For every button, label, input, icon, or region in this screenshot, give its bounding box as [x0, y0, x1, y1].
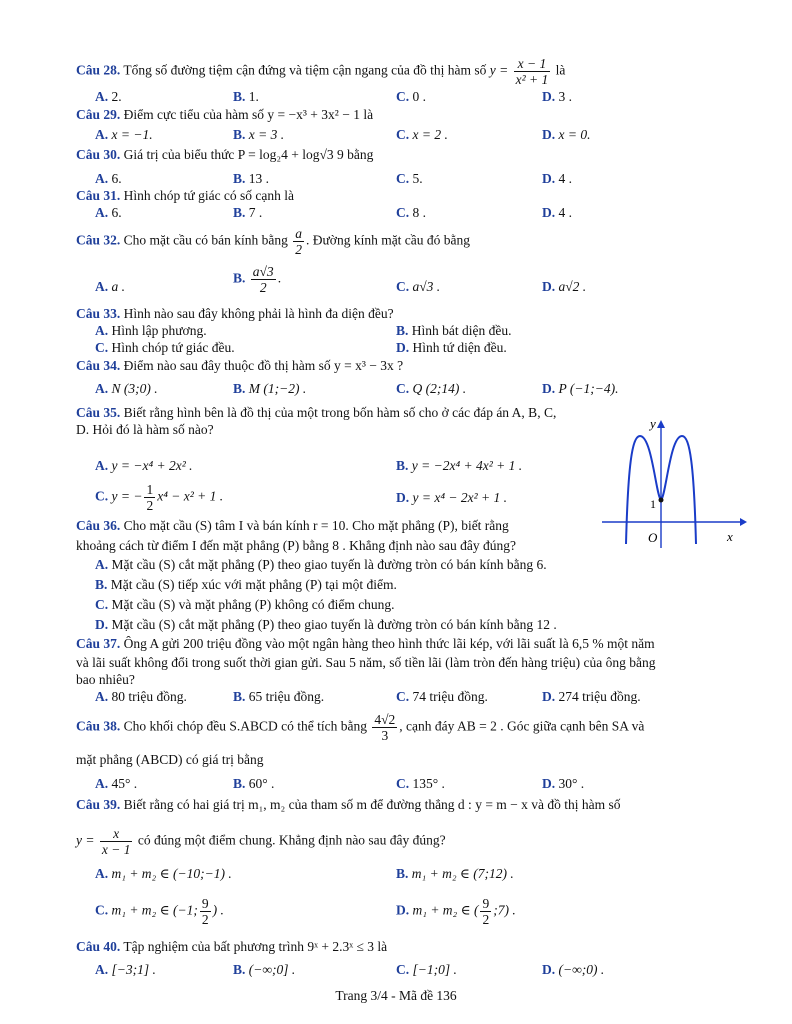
question-34 — [76, 358, 403, 374]
fraction-numerator: 9 — [482, 896, 490, 911]
fraction-numerator: 4√2 — [374, 712, 396, 727]
question-number: Câu 32. — [76, 232, 121, 248]
option-label: C. — [396, 962, 410, 977]
option-text: y = − — [111, 488, 143, 504]
function-fraction — [100, 826, 133, 857]
option-a[interactable] — [95, 127, 153, 143]
option-b[interactable] — [396, 323, 512, 339]
option-text: m₁ + m₂ ∈ (−10;−1) . — [111, 866, 232, 881]
option-text: 45° . — [111, 776, 138, 791]
option-c[interactable] — [95, 597, 395, 613]
option-text: Mặt cầu (S) tiếp xúc với mặt phẳng (P) tại một điểm. — [110, 577, 397, 592]
question-35 — [76, 405, 556, 421]
intercept-point — [659, 498, 664, 503]
question-30 — [76, 147, 373, 163]
option-label: C. — [396, 127, 410, 142]
question-number: Câu 34. — [76, 358, 121, 373]
option-label: C. — [396, 171, 410, 186]
option-text: 4 . — [558, 205, 572, 220]
fraction-denominator: 3 — [381, 728, 389, 743]
option-label: A. — [95, 962, 109, 977]
option-text: x = −1. — [111, 127, 153, 142]
option-label: A. — [95, 866, 109, 881]
option-label: C. — [95, 902, 109, 918]
option-label: A. — [95, 689, 109, 704]
option-text: 5. — [412, 171, 423, 186]
option-text: N (3;0) . — [111, 381, 158, 396]
fraction-numerator: a√3 — [252, 264, 274, 279]
option-a[interactable] — [95, 458, 193, 474]
fraction-denominator: x − 1 — [101, 842, 131, 857]
fraction-denominator: 2 — [482, 912, 490, 927]
question-40 — [76, 939, 387, 955]
option-text: 6. — [111, 205, 122, 220]
option-label: A. — [95, 127, 109, 142]
option-c[interactable] — [396, 776, 445, 792]
option-label: B. — [396, 458, 409, 473]
question-number: Câu 36. — [76, 518, 121, 533]
option-d[interactable] — [396, 340, 507, 356]
option-text: 2. — [111, 89, 122, 104]
question-text: Cho mặt cầu (S) tâm I và bán kính r = 10. Cho mặt phẳng (P), biết rằng — [123, 518, 509, 533]
question-number: Câu 28. — [76, 62, 121, 78]
option-text-cont: ) . — [212, 902, 224, 918]
question-38 — [76, 712, 644, 743]
option-label: B. — [95, 577, 108, 592]
option-b[interactable] — [233, 205, 262, 221]
option-c[interactable] — [95, 482, 223, 513]
option-a[interactable] — [95, 866, 232, 882]
option-text-cont: x⁴ − x² + 1 . — [157, 488, 224, 504]
option-a[interactable] — [95, 557, 547, 573]
question-36-line2 — [76, 538, 516, 554]
x-axis-arrow — [740, 518, 747, 526]
option-label: D. — [542, 962, 556, 977]
fraction-denominator: x² + 1 — [515, 72, 549, 87]
option-text: [−3;1] . — [111, 962, 156, 977]
option-c[interactable] — [396, 689, 488, 705]
option-text: x = 2 . — [412, 127, 448, 142]
option-b[interactable] — [233, 381, 306, 397]
y-axis-label: y — [650, 416, 656, 431]
question-number: Câu 37. — [76, 636, 121, 651]
option-b[interactable] — [233, 962, 295, 978]
question-28 — [76, 56, 565, 87]
option-text-cont: ;7) . — [493, 902, 516, 918]
option-text: 60° . — [248, 776, 275, 791]
question-tail: là — [555, 62, 566, 78]
option-text: Mặt cầu (S) cắt mặt phẳng (P) theo giao tuyến là đường tròn có bán kính bằng 6. — [111, 557, 547, 572]
option-label: A. — [95, 323, 109, 338]
option-label: C. — [95, 597, 109, 612]
question-31 — [76, 188, 294, 204]
option-text: m₁ + m₂ ∈ (−1; — [111, 902, 198, 918]
fraction-numerator: 1 — [146, 482, 154, 497]
question-text-cont: , cạnh đáy AB = 2 . Góc giữa cạnh bên SA và — [399, 718, 645, 734]
option-text: Q (2;14) . — [412, 381, 467, 396]
option-text: a . — [111, 279, 125, 294]
option-label: B. — [233, 689, 246, 704]
option-b[interactable] — [233, 171, 269, 187]
option-d[interactable] — [542, 381, 618, 397]
question-text-cont: có đúng một điểm chung. Khẳng định nào sau đây đúng? — [137, 832, 446, 848]
option-text: 6. — [111, 171, 122, 186]
option-b[interactable] — [95, 577, 397, 593]
option-text: (−∞;0] . — [248, 962, 296, 977]
option-a[interactable] — [95, 171, 122, 187]
option-label: C. — [396, 381, 410, 396]
question-text: Tổng số đường tiệm cận đứng và tiệm cận ngang của đồ thị hàm số — [123, 62, 487, 78]
option-a[interactable] — [95, 689, 187, 705]
question-text-cont: khoảng cách từ điểm I đến mặt phẳng (P) bằng 8 . Khẳng định nào sau đây đúng? — [76, 538, 516, 553]
option-fraction — [480, 896, 491, 927]
option-c[interactable] — [95, 340, 235, 356]
question-39 — [76, 797, 621, 813]
fraction-denominator: 2 — [259, 280, 267, 295]
option-label: A. — [95, 458, 109, 473]
option-b[interactable] — [233, 89, 259, 105]
question-text: Điểm cực tiểu của hàm số y = −x³ + 3x² − 1 là — [123, 107, 374, 122]
option-label: B. — [233, 270, 246, 286]
option-text: 7 . — [248, 205, 263, 220]
option-text: m₁ + m₂ ∈ (7;12) . — [411, 866, 514, 881]
question-37-line2 — [76, 655, 655, 671]
option-d[interactable] — [542, 127, 590, 143]
option-text: a√2 . — [558, 279, 587, 294]
question-number: Câu 39. — [76, 797, 121, 812]
option-label: A. — [95, 89, 109, 104]
question-text: Biết rằng có hai giá trị m₁, m₂ của tham số m để đường thẳng d : y = m − x và đồ thị hàm số — [123, 797, 621, 812]
option-text: y = −x⁴ + 2x² . — [111, 458, 193, 473]
y-axis-arrow — [657, 420, 665, 428]
option-text: 13 . — [248, 171, 270, 186]
option-text: 135° . — [412, 776, 445, 791]
option-a[interactable] — [95, 205, 122, 221]
question-38-line2 — [76, 752, 263, 768]
option-fraction — [144, 482, 155, 513]
option-c[interactable] — [396, 171, 423, 187]
option-b[interactable] — [233, 689, 324, 705]
option-d[interactable] — [396, 896, 516, 927]
question-text-cont: D. Hỏi đó là hàm số nào? — [76, 422, 214, 437]
option-text: 3 . — [558, 89, 572, 104]
option-label: C. — [396, 205, 410, 220]
question-text: Cho mặt cầu có bán kính bằng — [123, 232, 288, 248]
option-label: C. — [95, 488, 109, 504]
option-label: A. — [95, 381, 109, 396]
option-label: C. — [396, 776, 410, 791]
option-text: 4 . — [558, 171, 572, 186]
option-text: m₁ + m₂ ∈ ( — [412, 902, 479, 918]
question-text: Giá trị của biểu thức P = log₂4 + log√3 9 bằng — [123, 147, 374, 162]
option-label: A. — [95, 171, 109, 186]
option-text: 0 . — [412, 89, 426, 104]
option-c[interactable] — [95, 896, 224, 927]
fraction-denominator: 2 — [146, 498, 154, 513]
option-text: x = 0. — [558, 127, 591, 142]
option-text: Hình lập phương. — [111, 323, 207, 338]
option-label: D. — [542, 89, 556, 104]
option-label: B. — [233, 89, 246, 104]
question-text: Hình nào sau đây không phải là hình đa diện đều? — [123, 306, 394, 321]
option-text: P (−1;−4). — [558, 381, 619, 396]
fraction-numerator: x — [100, 826, 133, 842]
option-c[interactable] — [396, 89, 426, 105]
option-label: A. — [95, 205, 109, 220]
option-label: D. — [542, 381, 556, 396]
option-a[interactable] — [95, 962, 156, 978]
option-d[interactable] — [542, 205, 572, 221]
question-number: Câu 29. — [76, 107, 121, 122]
option-label: D. — [542, 279, 556, 294]
question-number: Câu 38. — [76, 718, 121, 734]
option-text: Hình bát diện đều. — [411, 323, 512, 338]
question-text-cont: bao nhiêu? — [76, 672, 135, 687]
fraction-denominator: 2 — [201, 912, 209, 927]
option-d[interactable] — [95, 617, 557, 633]
option-text: x = 3 . — [248, 127, 285, 142]
option-text: (−∞;0) . — [558, 962, 605, 977]
question-39-line2 — [76, 826, 446, 857]
option-label: B. — [396, 866, 409, 881]
option-label: D. — [542, 171, 556, 186]
volume-fraction — [372, 712, 397, 743]
option-a[interactable] — [95, 89, 122, 105]
question-number: Câu 30. — [76, 147, 121, 162]
question-text-cont: mặt phẳng (ABCD) có giá trị bằng — [76, 752, 264, 767]
option-label: A. — [95, 776, 109, 791]
option-label: C. — [396, 89, 410, 104]
option-label: A. — [95, 279, 109, 294]
question-text-cont: và lãi suất không đổi trong suốt thời gian gửi. Sau 5 năm, số tiền lãi (làm tròn đến hàng triệu) của ông bằng — [76, 655, 656, 670]
option-label: B. — [233, 776, 246, 791]
option-label: A. — [95, 557, 109, 572]
option-text: 30° . — [558, 776, 585, 791]
question-37-line3 — [76, 672, 135, 688]
option-label: C. — [396, 279, 410, 294]
option-text: 8 . — [412, 205, 426, 220]
option-b[interactable]: B. $\frac{a√3}{2}$ . — [233, 264, 282, 295]
option-b[interactable] — [396, 458, 522, 474]
fraction-numerator: a — [295, 226, 302, 241]
option-text: M (1;−2) . — [248, 381, 307, 396]
option-a[interactable] — [95, 381, 158, 397]
question-text: Điểm nào sau đây thuộc đồ thị hàm số y = x³ − 3x ? — [123, 358, 404, 373]
option-b[interactable] — [233, 127, 284, 143]
function-prefix: y = — [76, 832, 95, 848]
option-d[interactable] — [542, 89, 572, 105]
option-d[interactable] — [542, 776, 584, 792]
option-text: 65 triệu đồng. — [248, 689, 325, 704]
option-label: D. — [542, 205, 556, 220]
origin-label: O — [648, 530, 658, 545]
option-c[interactable] — [396, 279, 440, 295]
option-label: D. — [95, 617, 109, 632]
question-35-line2 — [76, 422, 214, 438]
option-d[interactable] — [542, 689, 641, 705]
option-a[interactable] — [95, 323, 207, 339]
question-32 — [76, 226, 470, 257]
question-number: Câu 33. — [76, 306, 121, 321]
option-text: 80 triệu đồng. — [111, 689, 187, 704]
option-c[interactable] — [396, 205, 426, 221]
question-37 — [76, 636, 655, 652]
option-text: Mặt cầu (S) và mặt phẳng (P) không có điểm chung. — [111, 597, 395, 612]
option-label: B. — [396, 323, 409, 338]
option-label: D. — [542, 127, 556, 142]
option-label: D. — [396, 490, 410, 505]
option-label: D. — [542, 776, 556, 791]
question-33 — [76, 306, 394, 322]
intercept-label: 1 — [650, 497, 656, 511]
function-graph — [600, 416, 750, 550]
option-b[interactable] — [233, 776, 274, 792]
option-d[interactable] — [542, 171, 572, 187]
question-text: Biết rằng hình bên là đồ thị của một trong bốn hàm số cho ở các đáp án A, B, C, — [123, 405, 557, 420]
option-text: y = −2x⁴ + 4x² + 1 . — [411, 458, 523, 473]
option-label: D. — [542, 689, 556, 704]
option-a[interactable] — [95, 279, 125, 295]
fraction-numerator: x − 1 — [514, 56, 551, 72]
option-c[interactable] — [396, 962, 457, 978]
option-text: a√3 . — [412, 279, 441, 294]
option-label: B. — [233, 171, 246, 186]
option-fraction — [200, 896, 211, 927]
option-c[interactable] — [396, 127, 448, 143]
question-text: Hình chóp tứ giác có số cạnh là — [123, 188, 295, 203]
option-label: B. — [233, 381, 246, 396]
option-label: B. — [233, 127, 246, 142]
option-label: C. — [396, 689, 410, 704]
option-text: y = x⁴ − 2x² + 1 . — [412, 490, 508, 505]
question-number: Câu 35. — [76, 405, 121, 420]
option-text: 274 triệu đồng. — [558, 689, 641, 704]
option-d[interactable] — [542, 279, 586, 295]
option-text: Mặt cầu (S) cắt mặt phẳng (P) theo giao tuyến là đường tròn có bán kính bằng 12 . — [111, 617, 557, 632]
page-footer: Trang 3/4 - Mã đề 136 — [335, 988, 457, 1003]
option-b[interactable] — [396, 866, 514, 882]
option-a[interactable] — [95, 776, 137, 792]
option-text: [−1;0] . — [412, 962, 457, 977]
question-29 — [76, 107, 373, 123]
option-label: D. — [396, 902, 410, 918]
option-d[interactable] — [542, 962, 604, 978]
question-36 — [76, 518, 509, 534]
option-label: B. — [233, 962, 246, 977]
option-label: B. — [233, 205, 246, 220]
option-text: 1. — [248, 89, 259, 104]
fraction-numerator: 9 — [201, 896, 209, 911]
question-text: Cho khối chóp đều S.ABCD có thể tích bằng — [123, 718, 367, 734]
option-label: D. — [396, 340, 410, 355]
question-text: Tập nghiệm của bất phương trình 9ˣ + 2.3ˣ ≤ 3 là — [123, 939, 388, 954]
option-text: 74 triệu đồng. — [412, 689, 488, 704]
question-text: Ông A gửi 200 triệu đồng vào một ngân hàng theo hình thức lãi kép, với lãi suất là 6,5 % một năm — [123, 636, 655, 651]
question-text-cont: . Đường kính mặt cầu đó bằng — [305, 232, 471, 248]
function-fraction — [514, 56, 551, 87]
option-c[interactable] — [396, 381, 466, 397]
option-label: C. — [95, 340, 109, 355]
option-fraction — [251, 264, 276, 295]
option-text: Hình chóp tứ giác đều. — [111, 340, 235, 355]
function-prefix: y = — [489, 62, 509, 78]
option-text: Hình tứ diện đều. — [412, 340, 507, 355]
question-number: Câu 40. — [76, 939, 121, 954]
option-d[interactable] — [396, 490, 507, 506]
radius-fraction — [293, 226, 304, 257]
x-axis-label: x — [727, 529, 733, 544]
question-number: Câu 31. — [76, 188, 121, 203]
fraction-denominator: 2 — [295, 242, 302, 257]
